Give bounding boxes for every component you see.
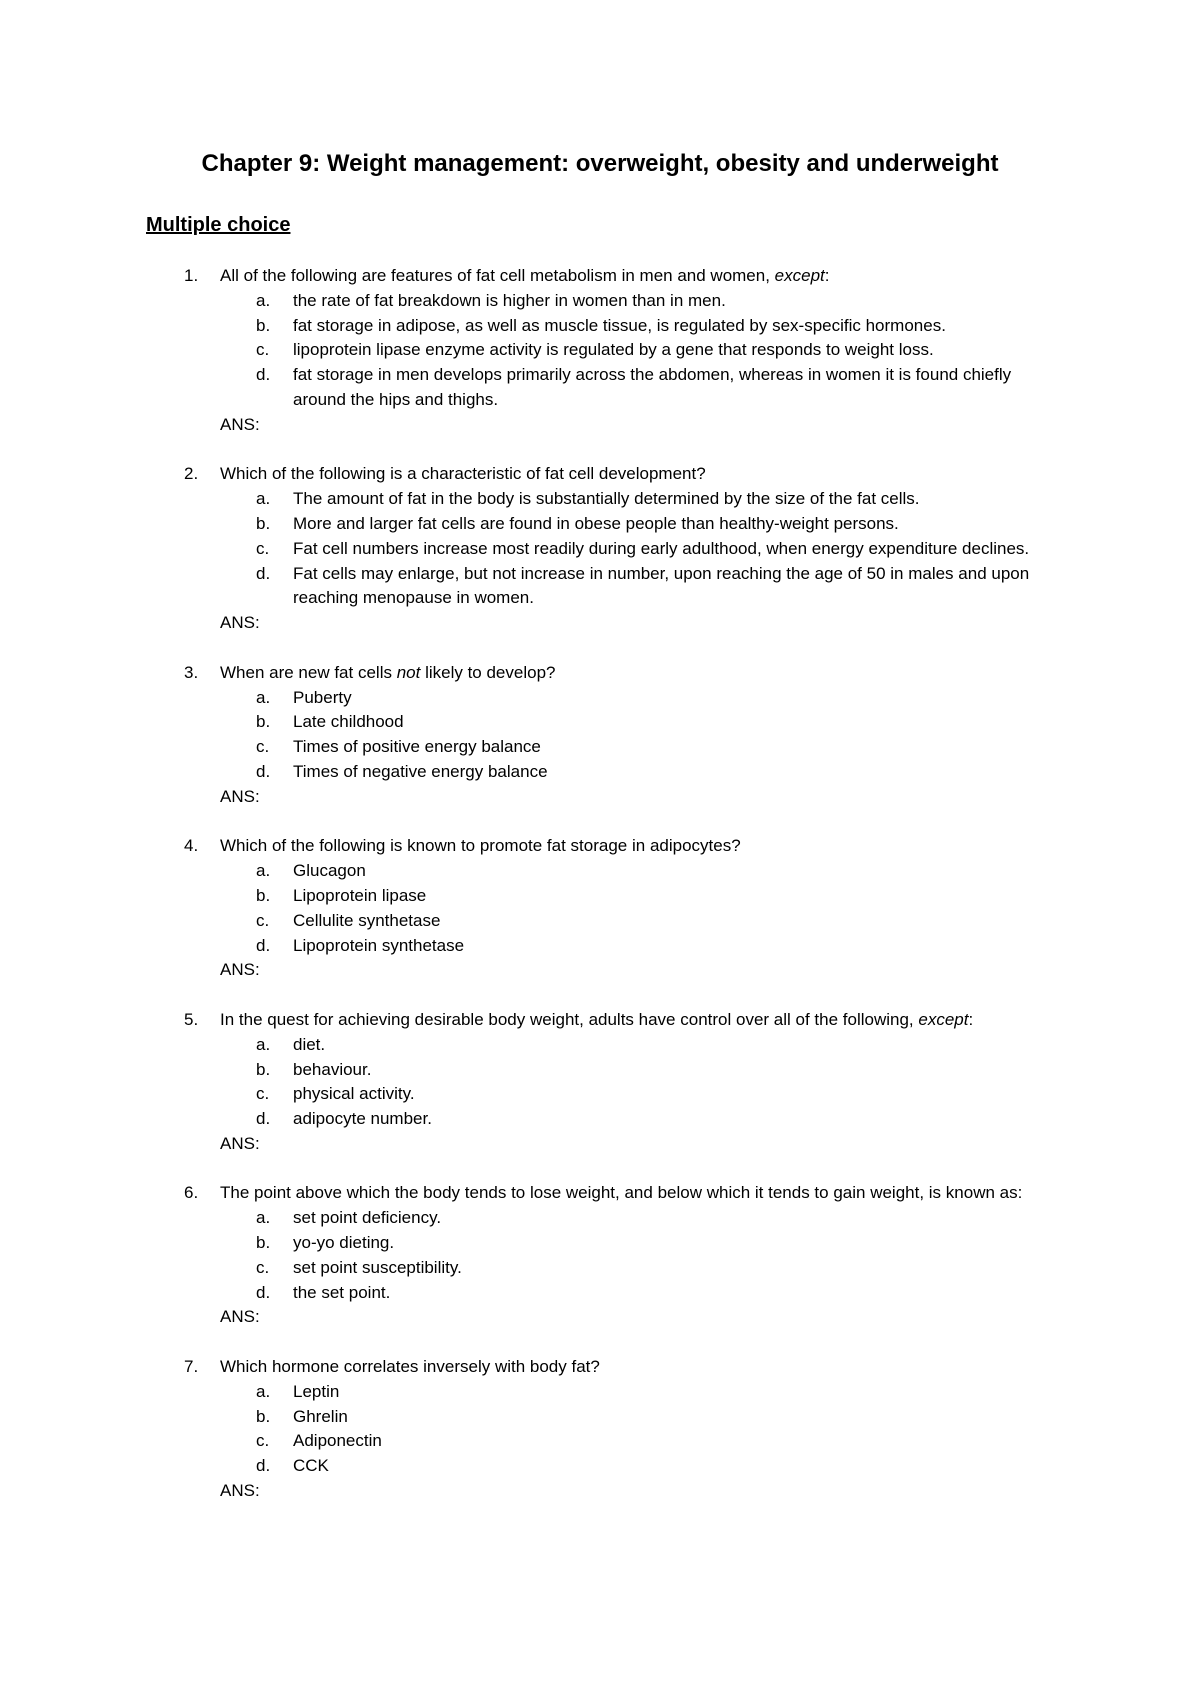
question-number: 3. <box>184 662 199 682</box>
option-text: Leptin <box>293 1381 340 1401</box>
option-letter: a. <box>256 861 271 881</box>
option-letter: a. <box>256 1381 271 1401</box>
option-item <box>0 363 1200 413</box>
option-letter: b. <box>256 885 271 905</box>
option-letter: b. <box>256 1233 271 1253</box>
option-text: Adiponectin <box>293 1431 382 1451</box>
option-letter: b. <box>256 712 271 732</box>
option-list <box>0 686 1200 785</box>
option-item <box>0 562 1200 612</box>
option-text: set point susceptibility. <box>293 1257 462 1277</box>
option-text: set point deficiency. <box>293 1208 442 1228</box>
answer-label: ANS: <box>220 1307 260 1327</box>
option-text: Late childhood <box>293 712 404 732</box>
stem-text: Which of the following is a characteristic of fat cell development? <box>220 464 706 484</box>
option-text: the set point. <box>293 1282 391 1302</box>
option-text: Glucagon <box>293 861 366 881</box>
option-item <box>0 884 1200 909</box>
stem-text-end: likely to develop? <box>420 662 556 682</box>
option-text: The amount of fat in the body is substantially determined by the size of the fat cells. <box>293 489 920 509</box>
option-letter: b. <box>256 315 271 335</box>
option-text: Lipoprotein lipase <box>293 885 427 905</box>
question-number: 4. <box>184 836 199 856</box>
option-item <box>0 859 1200 884</box>
option-letter: a. <box>256 489 271 509</box>
option-letter: d. <box>256 1109 271 1129</box>
option-list <box>0 487 1200 611</box>
option-item <box>0 934 1200 959</box>
option-letter: c. <box>256 737 270 757</box>
option-item <box>0 735 1200 760</box>
option-list <box>0 1380 1200 1479</box>
option-letter: c. <box>256 1084 270 1104</box>
question-item <box>0 1355 1200 1504</box>
option-item <box>0 1256 1200 1281</box>
stem-emphasis: except <box>918 1009 969 1029</box>
option-letter: d. <box>256 365 271 385</box>
option-item <box>0 1058 1200 1083</box>
option-item <box>0 314 1200 339</box>
stem-text: When are new fat cells <box>220 662 397 682</box>
stem-emphasis: except <box>774 266 825 285</box>
question-stem <box>220 264 1050 289</box>
option-text: More and larger fat cells are found in obese people than healthy-weight persons. <box>293 513 899 533</box>
question-stem <box>220 462 1050 487</box>
option-text: physical activity. <box>293 1084 415 1104</box>
option-list <box>0 1033 1200 1132</box>
option-list <box>0 859 1200 958</box>
option-item <box>0 1380 1200 1405</box>
option-letter: c. <box>256 1431 270 1451</box>
option-text: diet. <box>293 1034 326 1054</box>
answer-label: ANS: <box>220 414 260 434</box>
answer-label: ANS: <box>220 960 260 980</box>
section-heading: Multiple choice <box>146 214 291 236</box>
option-text: Puberty <box>293 687 352 707</box>
option-text: Lipoprotein synthetase <box>293 935 465 955</box>
option-item <box>0 1231 1200 1256</box>
option-item <box>0 537 1200 562</box>
stem-text: In the quest for achieving desirable body weight, adults have control over all of the following, <box>220 1009 919 1029</box>
option-letter: a. <box>256 1208 271 1228</box>
answer-label: ANS: <box>220 1133 260 1153</box>
stem-text-end: : <box>824 266 830 285</box>
option-letter: c. <box>256 910 270 930</box>
stem-text: The point above which the body tends to lose weight, and below which it tends to gain weight, is known as: <box>220 1183 1023 1203</box>
answer-label: ANS: <box>220 1481 260 1501</box>
option-text: CCK <box>293 1456 329 1476</box>
option-letter: a. <box>256 1034 271 1054</box>
option-item <box>0 1082 1200 1107</box>
option-item <box>0 909 1200 934</box>
answer-label: ANS: <box>220 786 260 806</box>
option-letter: d. <box>256 1456 271 1476</box>
option-item <box>0 1206 1200 1231</box>
option-item <box>0 710 1200 735</box>
option-item <box>0 487 1200 512</box>
option-letter: c. <box>256 538 270 558</box>
question-item <box>0 661 1200 810</box>
question-item <box>0 1181 1200 1330</box>
option-letter: c. <box>256 340 270 360</box>
option-item <box>0 686 1200 711</box>
option-text: fat storage in men develops primarily across the abdomen, whereas in women it is found chiefly around the hips and thighs. <box>293 365 1012 409</box>
option-letter: d. <box>256 935 271 955</box>
option-item <box>0 1281 1200 1306</box>
question-number: 1. <box>184 266 199 285</box>
option-item <box>0 760 1200 785</box>
option-item <box>0 338 1200 363</box>
question-item <box>0 462 1200 636</box>
question-stem <box>220 1008 1050 1033</box>
option-text: the rate of fat breakdown is higher in women than in men. <box>293 290 726 310</box>
option-text: fat storage in adipose, as well as muscle tissue, is regulated by sex-specific hormones. <box>293 315 946 335</box>
option-list <box>0 289 1200 413</box>
question-list <box>0 264 1200 1529</box>
option-text: Ghrelin <box>293 1406 348 1426</box>
option-text: Fat cells may enlarge, but not increase in number, upon reaching the age of 50 in males and upon reaching menopause in women. <box>293 563 1030 608</box>
stem-text: Which of the following is known to promote fat storage in adipocytes? <box>220 836 741 856</box>
question-number: 6. <box>184 1183 199 1203</box>
option-letter: b. <box>256 513 271 533</box>
option-letter: b. <box>256 1406 271 1426</box>
option-item <box>0 1107 1200 1132</box>
question-number: 5. <box>184 1009 199 1029</box>
question-item <box>0 1008 1200 1157</box>
option-letter: d. <box>256 563 271 583</box>
question-stem <box>220 1355 1050 1380</box>
stem-text: Which hormone correlates inversely with body fat? <box>220 1357 600 1377</box>
question-stem <box>220 834 1050 859</box>
question-item <box>0 264 1200 438</box>
option-text: Cellulite synthetase <box>293 910 441 930</box>
option-letter: a. <box>256 290 271 310</box>
option-letter: a. <box>256 687 271 707</box>
question-number: 2. <box>184 464 199 484</box>
stem-emphasis: not <box>396 662 421 682</box>
question-number: 7. <box>184 1357 199 1377</box>
stem-text-end: : <box>968 1009 974 1029</box>
option-text: lipoprotein lipase enzyme activity is regulated by a gene that responds to weight loss. <box>293 340 934 360</box>
option-item <box>0 1429 1200 1454</box>
option-text: behaviour. <box>293 1059 372 1079</box>
option-item <box>0 1405 1200 1430</box>
option-item <box>0 1454 1200 1479</box>
option-letter: c. <box>256 1257 270 1277</box>
question-stem <box>220 661 1050 686</box>
option-letter: d. <box>256 1282 271 1302</box>
option-item <box>0 512 1200 537</box>
answer-label: ANS: <box>220 613 260 633</box>
option-letter: d. <box>256 761 271 781</box>
option-item <box>0 1033 1200 1058</box>
option-text: yo-yo dieting. <box>293 1233 395 1253</box>
question-stem <box>220 1181 1050 1206</box>
option-text: Fat cell numbers increase most readily during early adulthood, when energy expenditure declines. <box>293 538 1030 558</box>
option-item <box>0 289 1200 314</box>
option-list <box>0 1206 1200 1305</box>
stem-text: All of the following are features of fat cell metabolism in men and women, <box>220 266 775 285</box>
option-letter: b. <box>256 1059 271 1079</box>
option-text: Times of positive energy balance <box>293 737 541 757</box>
page-title: Chapter 9: Weight management: overweight, obesity and underweight <box>201 150 999 177</box>
option-text: Times of negative energy balance <box>293 761 548 781</box>
option-text: adipocyte number. <box>293 1109 432 1129</box>
question-item <box>0 834 1200 983</box>
